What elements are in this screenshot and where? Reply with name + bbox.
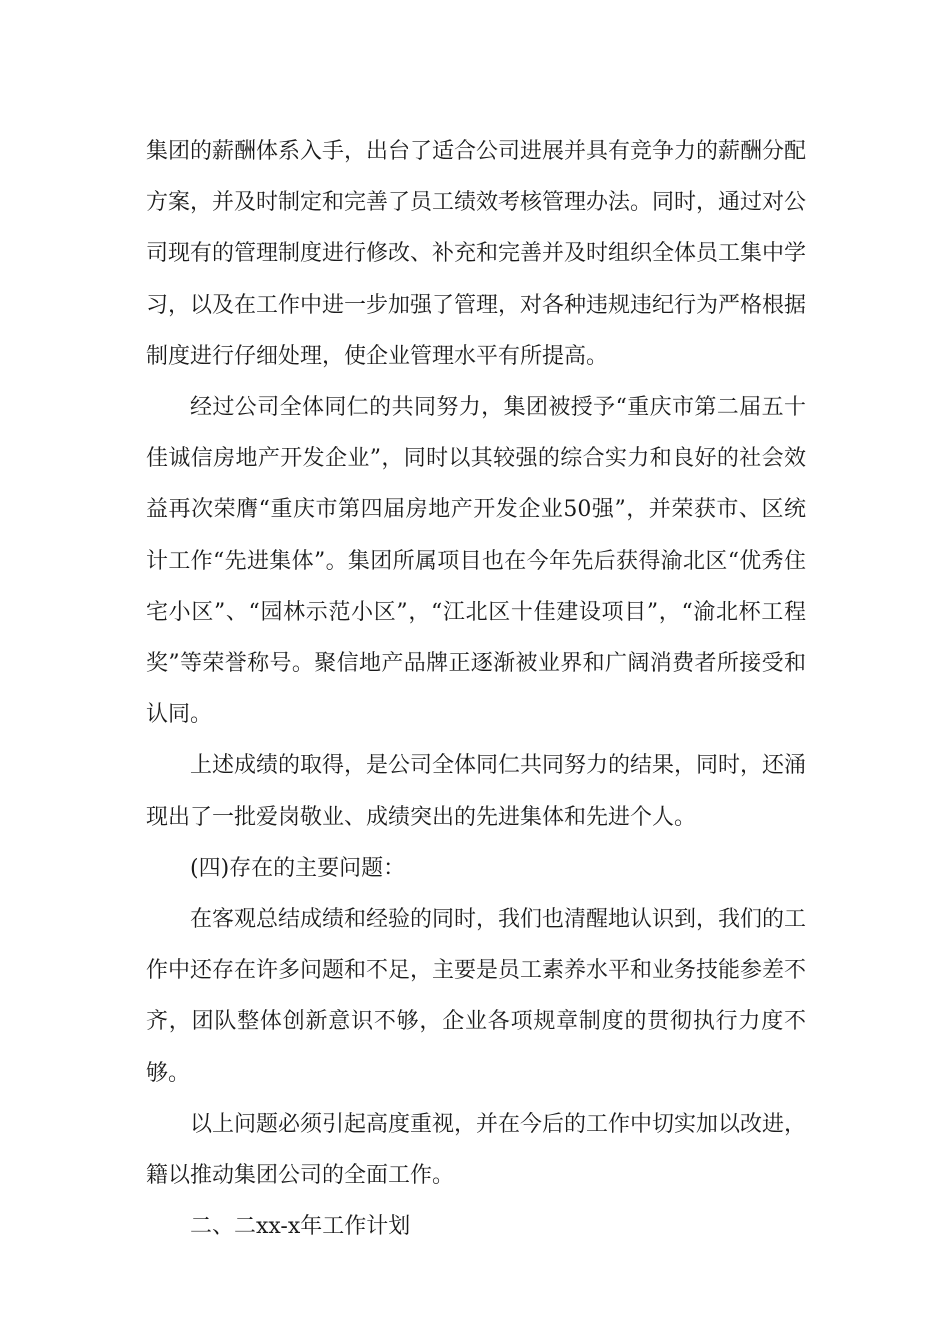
paragraph-improvement: 以上问题必须引起高度重视，并在今后的工作中切实加以改进，籍以推动集团公司的全面工作。 xyxy=(146,1111,807,1189)
document-body xyxy=(146,126,806,1252)
section-heading-work-plan: 二、二xx-x年工作计划 xyxy=(190,1214,411,1240)
paragraph-achievements: 上述成绩的取得，是公司全体同仁共同努力的结果，同时，还涌现出了一批爱岗敬业、成绩突出的先进集体和先进个人。 xyxy=(146,753,807,830)
paragraph-salary-management: 集团的薪酬体系入手，出台了适合公司进展并具有竞争力的薪酬分配方案，并及时制定和完善了员工绩效考核管理办法。同时，通过对公司现有的管理制度进行修改、补充和完善并及时组织全体员工集中学习，以及在工作中进一步加强了管理，对各种违规违纪行为严格根据制度进行仔细处理，使企业管理水平有所提高。 xyxy=(146,139,807,369)
paragraph-honors: 经过公司全体同仁的共同努力，集团被授予“重庆市第二届五十佳诚信房地产开发企业”，同时以其较强的综合实力和良好的社会效益再次荣膺“重庆市第四届房地产开发企业50强”，并荣获市、区统计工作“先进集体”。集团所属项目也在今年先后获得渝北区“优秀住宅小区”、“园林示范小区”，“江北区十佳建设项目”，“渝北杯工程奖”等荣誉称号。聚信地产品牌正逐渐被业界和广阔消费者所接受和认同。 xyxy=(146,395,807,728)
paragraph-problems: 在客观总结成绩和经验的同时，我们也清醒地认识到，我们的工作中还存在许多问题和不足，主要是员工素养水平和业务技能参差不齐，团队整体创新意识不够，企业各项规章制度的贯彻执行力度不够。 xyxy=(146,907,807,1086)
section-heading-problems: (四)存在的主要问题： xyxy=(190,855,406,881)
